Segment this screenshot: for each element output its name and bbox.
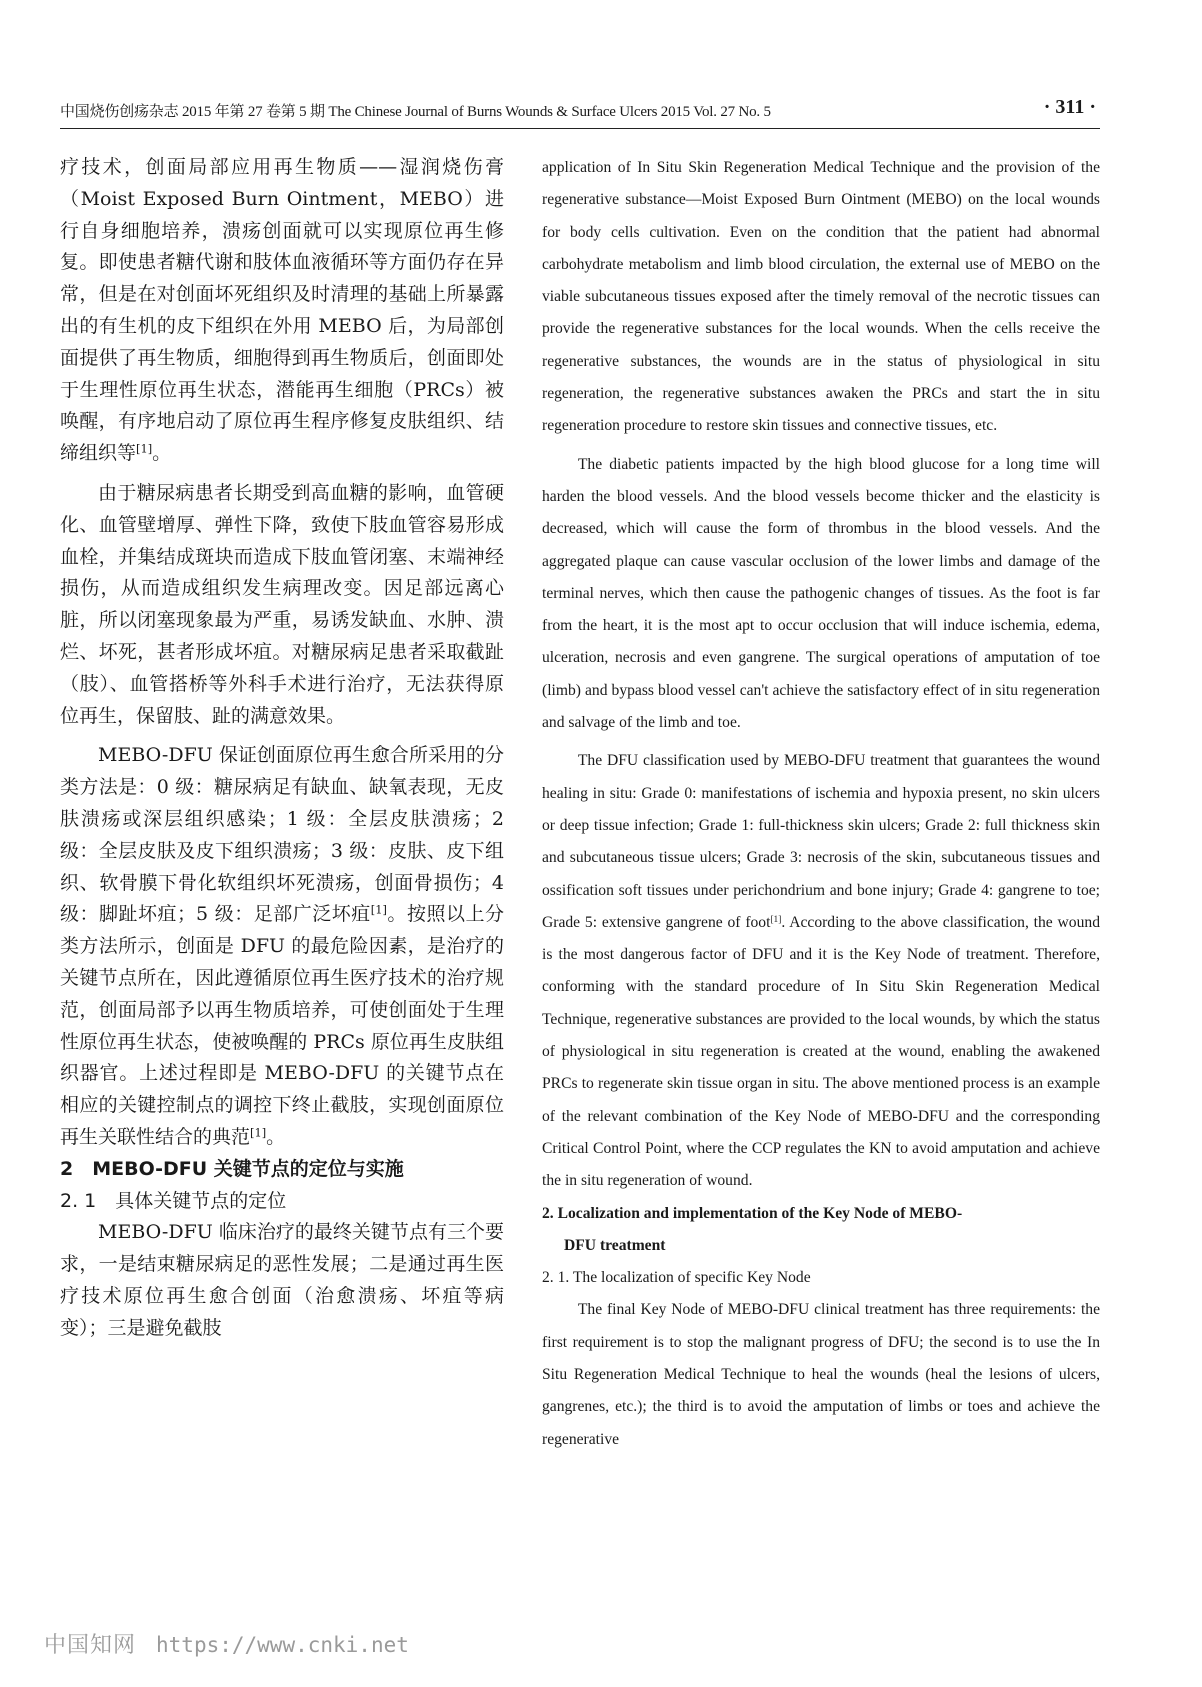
citation-ref: [1] (250, 1125, 267, 1140)
left-p3-end: 。 (266, 1125, 286, 1148)
citation-ref: [1] (770, 914, 782, 925)
subsection-heading-2-1-en: 2. 1. The localization of specific Key Node (542, 1269, 811, 1287)
watermark-url: https://www.cnki.net (156, 1633, 409, 1657)
left-paragraph-1 (60, 152, 504, 470)
left-column-chinese (60, 152, 504, 1344)
left-p3-text-b: 。按照以上分类方法所示，创面是 DFU 的最危险因素，是治疗的关键节点所在，因此遵循原位再生医疗技术的治疗规范，创面局部予以再生物质培养，可使创面处于生理性原位再生状态，使被唤醒的 PRCs 原位再生皮肤组织器官。上述过程即是 MEBO-DFU 的关键节点在相应的关键控制点的调控下终止截肢，实现创面原位再生关联性结合的典范 (60, 903, 504, 1148)
section-heading-2-en: 2. Localization and implementation of the Key Node of MEBO- (542, 1204, 963, 1222)
right-paragraph-1: application of In Situ Skin Regeneration Medical Technique and the provision of the regenerative substance—Moist Exposed Burn Ointment (MEBO) on the local wounds for body cells cultivation. Even on the condition that the patient had abnormal carbohydrate metabolism and limb blood circulation, the external use of MEBO on the viable subcutaneous tissues exposed after the timely removal of the necrotic tissues can provide the regenerative substances for the local wounds. When the cells receive the regenerative substances, the wounds are in the status of physiological in situ regeneration, the regenerative substances awaken the PRCs and start the in situ regeneration procedure to restore skin tissues and connective tissues, etc. (542, 159, 1100, 435)
citation-ref: [1] (136, 441, 153, 456)
right-paragraph-2: The diabetic patients impacted by the high blood glucose for a long time will harden the blood vessels. And the blood vessels become thicker and the elasticity is decreased, which will cause the form of thrombus in the blood vessels. And the aggregated plaque can cause vascular occlusion of the lower limbs and damage of the terminal nerves, which then cause the pathogenic changes of tissues. As the foot is far from the heart, it is the most apt to occur occlusion that will induce ischemia, edema, ulceration, necrosis and even gangrene. The surgical operations of amputation of toe (limb) and bypass blood vessel can't achieve the satisfactory effect of in situ regeneration and salvage of the limb and toe. (542, 455, 1100, 732)
left-p3-text-a: MEBO-DFU 保证创面原位再生愈合所采用的分类方法是：0 级：糖尿病足有缺血、缺氧表现，无皮肤溃疡或深层组织感染；1 级：全层皮肤溃疡；2 级：全层皮肤及皮下组织溃疡；3 级：皮肤、皮下组织、软骨膜下骨化软组织坏死溃疡，创面骨损伤；4 级：脚趾坏疽；5 级：足部广泛坏疽 (60, 744, 504, 926)
running-header (60, 96, 1100, 129)
right-paragraph-4: The final Key Node of MEBO-DFU clinical treatment has three requirements: the first requirement is to stop the malignant progress of DFU; the second is to use the In Situ Regeneration Medical Technique to heal the wounds (heal the lesions of ulcers, gangrenes, etc.); the third is to avoid the amputation of limbs or toes and achieve the regenerative (542, 1301, 1100, 1448)
left-paragraph-3 (60, 740, 504, 1153)
cnki-watermark (44, 1628, 409, 1659)
section-heading-2-en-cont: DFU treatment (564, 1236, 666, 1254)
right-column-english (542, 152, 1100, 1456)
journal-info: 中国烧伤创疡杂志 2015 年第 27 卷第 5 期 The Chinese Journal of Burns Wounds & Surface Ulcers 2015 Vol. 27 No. 5 (60, 104, 771, 120)
right-paragraph-3 (542, 745, 1100, 1197)
right-p3-text-b: . According to the above classification, the wound is the most dangerous factor of DFU and it is the Key Node of treatment. Therefore, conforming with the standard procedure of In Situ Skin Regeneration Medical Technique, regenerative substances are provided to the local wounds, by which the status of physiological in situ regeneration is created at the wound, enabling the awakened PRCs to regenerate skin tissue organ in situ. The above mentioned process is an example of the relevant combination of the Key Node of MEBO-DFU and the corresponding Critical Control Point, where the CCP regulates the KN to avoid amputation and achieve the in situ regeneration of wound. (542, 913, 1100, 1190)
left-paragraph-2: 由于糖尿病患者长期受到高血糖的影响，血管硬化、血管壁增厚、弹性下降，致使下肢血管容易形成血栓，并集结成斑块而造成下肢血管闭塞、末端神经损伤，从而造成组织发生病理改变。因足部远离心脏，所以闭塞现象最为严重，易诱发缺血、水肿、溃烂、坏死，甚者形成坏疽。对糖尿病足患者采取截趾（肢）、血管搭桥等外科手术进行治疗，无法获得原位再生，保留肢、趾的满意效果。 (60, 481, 504, 727)
left-paragraph-4: MEBO-DFU 临床治疗的最终关键节点有三个要求，一是结束糖尿病足的恶性发展；二是通过再生医疗技术原位再生愈合创面（治愈溃疡、坏疽等病变）；三是避免截肢 (60, 1221, 504, 1339)
left-p1-text: 疗技术，创面局部应用再生物质——湿润烧伤膏（Moist Exposed Burn Ointment，MEBO）进行自身细胞培养，溃疡创面就可以实现原位再生修复。即使患者糖代谢和肢体血液循环等方面仍存在异常，但是在对创面坏死组织及时清理的基础上所暴露出的有生机的皮下组织在外用 MEBO 后，为局部创面提供了再生物质，细胞得到再生物质后，创面即处于生理性原位再生状态，潜能再生细胞（PRCs）被唤醒，有序地启动了原位再生程序修复皮肤组织、结缔组织等 (60, 156, 504, 465)
page-number: · 311 · (1043, 96, 1096, 118)
left-p1-end: 。 (152, 442, 172, 465)
right-p3-text-a: The DFU classification used by MEBO-DFU treatment that guarantees the wound healing in situ: Grade 0: manifestations of ischemia and hypoxia present, no skin ulcers or deep tissue infection; Grade 1: full-thickness skin ulcers; Grade 2: full thickness skin and subcutaneous tissue ulcers; Grade 3: necrosis of the skin, subcutaneous tissues and ossification soft tissues under perichondrium and bone injury; Grade 4: gangrene to toe; Grade 5: extensive gangrene of foot (542, 752, 1100, 931)
subsection-heading-2-1: 2. 1 具体关键节点的定位 (60, 1189, 287, 1212)
citation-ref: [1] (370, 903, 387, 918)
watermark-name: 中国知网 (44, 1633, 137, 1658)
section-heading-2: 2 MEBO-DFU 关键节点的定位与实施 (60, 1157, 404, 1180)
